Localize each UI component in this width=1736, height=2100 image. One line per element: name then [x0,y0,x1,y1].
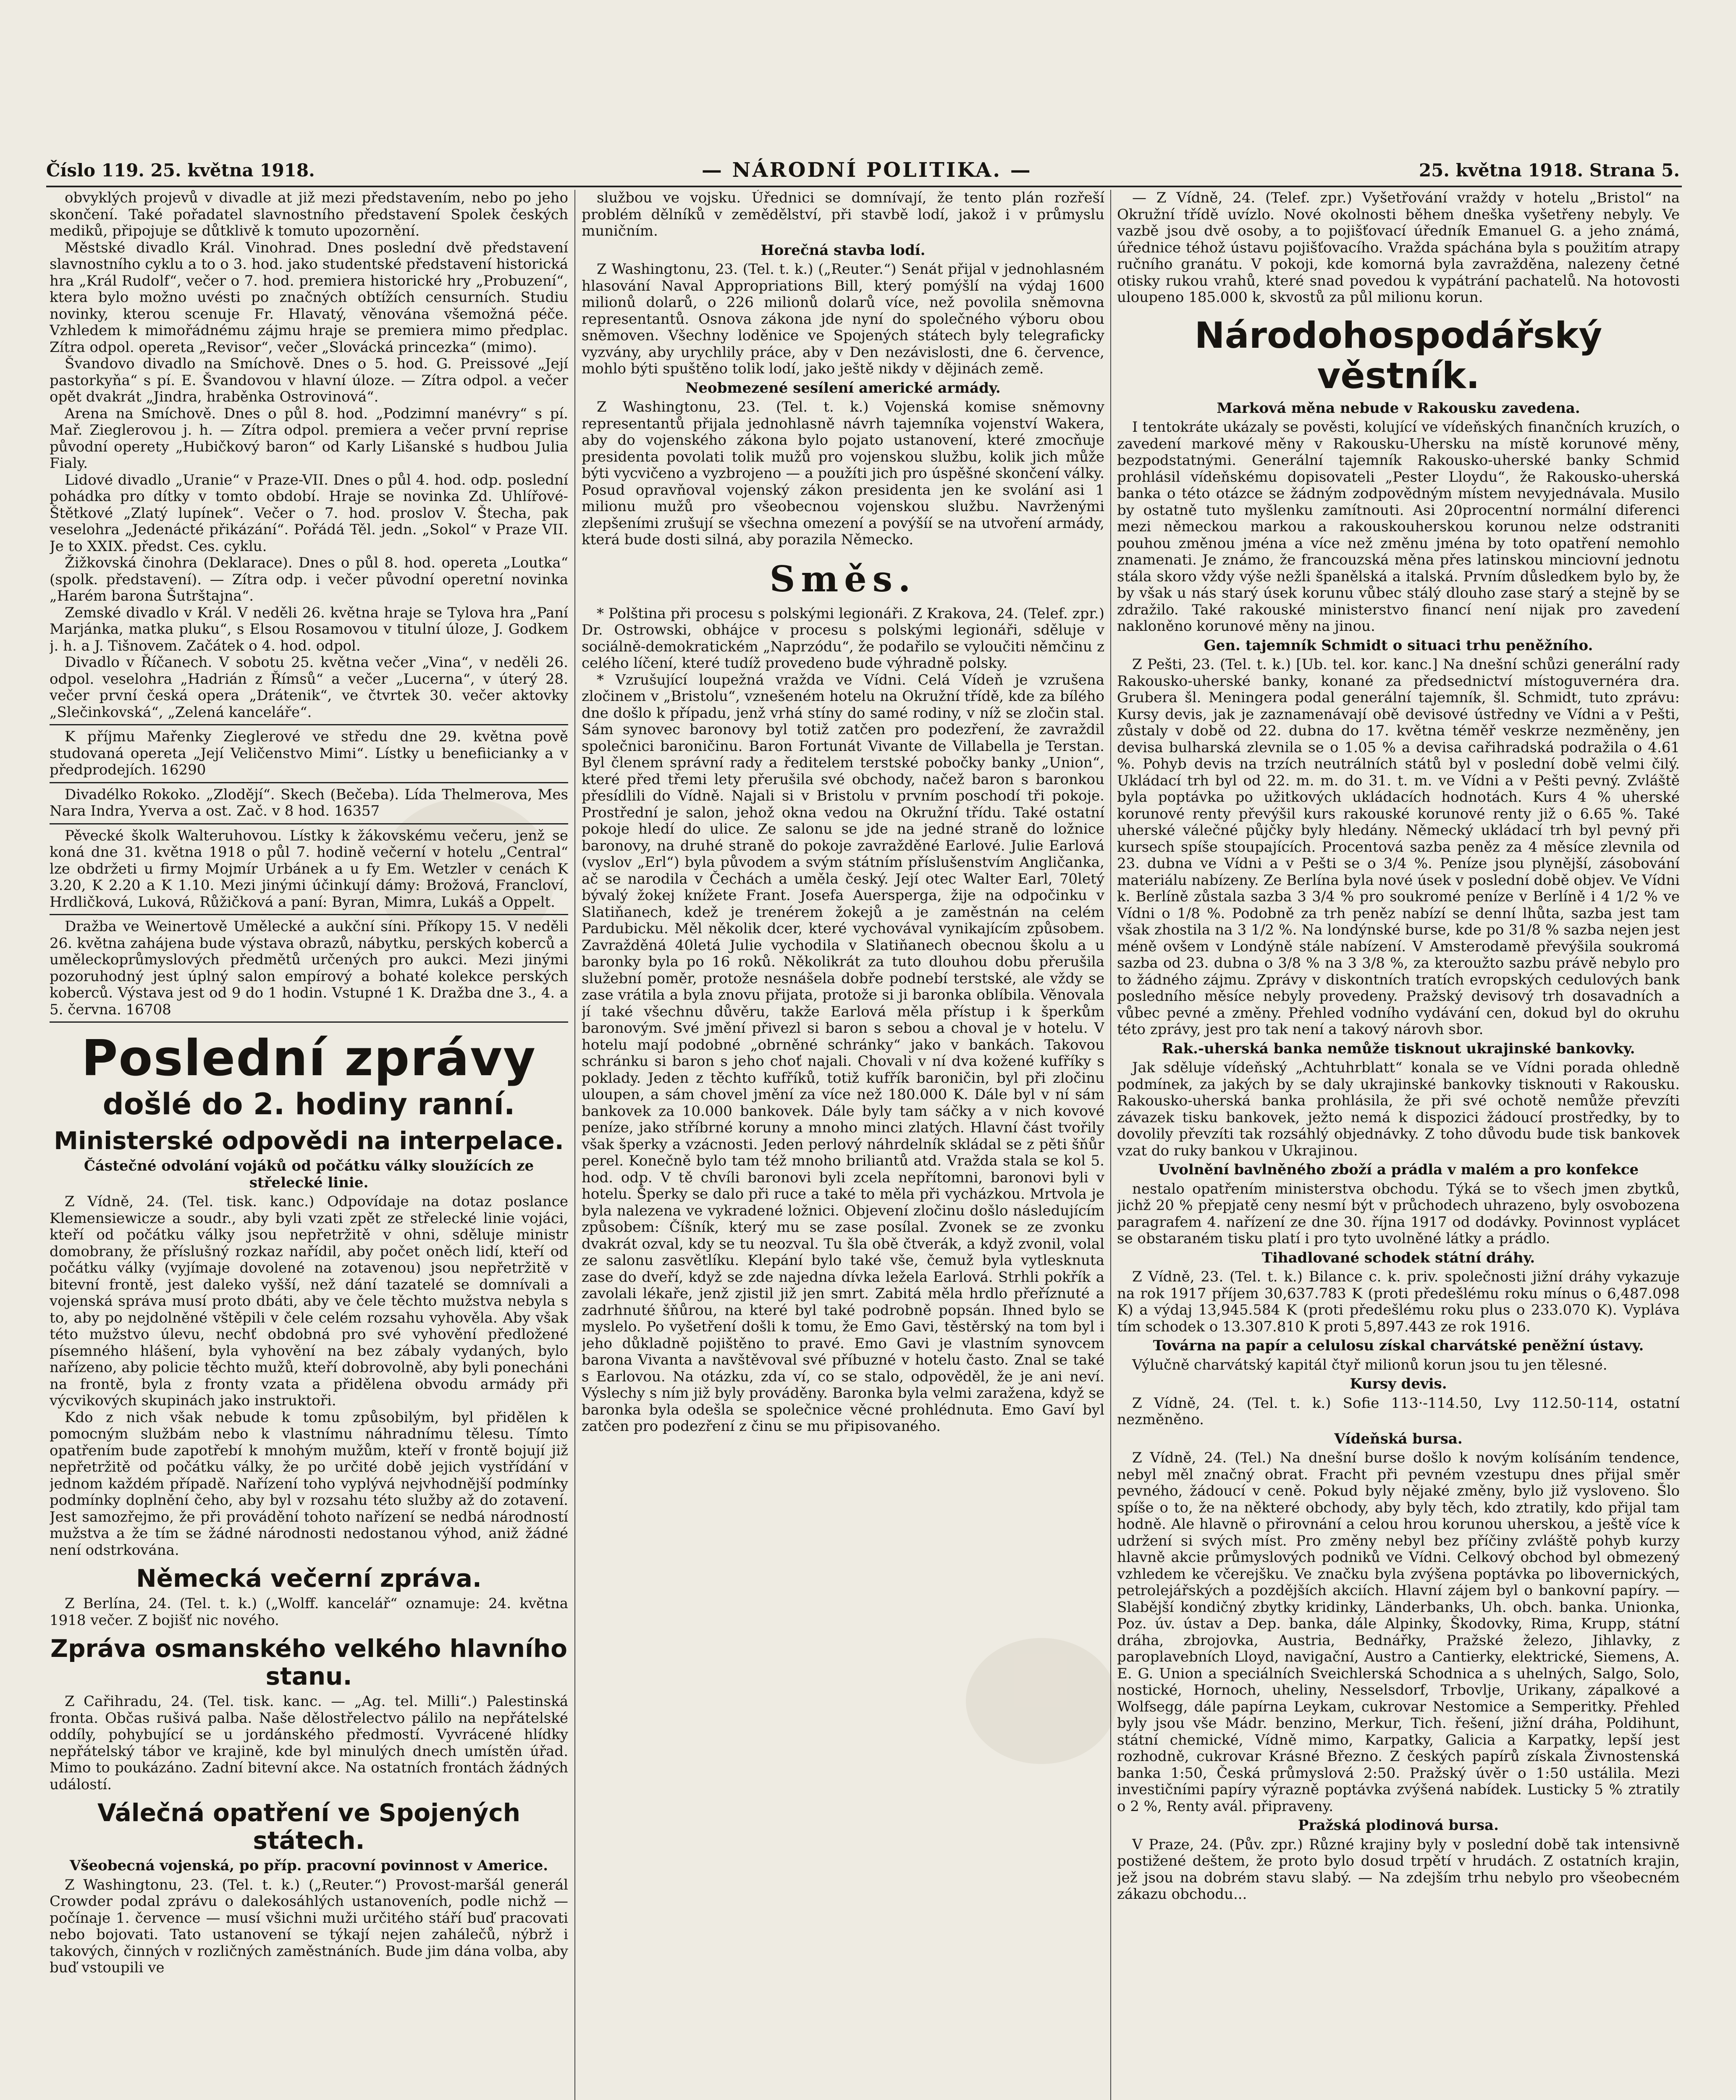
article-paragraph: — Z Vídně, 24. (Telef. zpr.) Vyšetřování vraždy v hotelu „Bristol“ na Okružní třídě uvízlo. Nové okolnosti během dneška vyšetřeny nebyly. Ve vazbě jsou dvě osoby, a to pojišťovací úředník Emanuel G. a jeho známá, úřednice téhož ústavu pojišťovacího. Vražda spáchána byla s použitím atrapy ručního granátu. V pokoji, kde komorná byla zavražděna, nalezeny četné otisky rukou vrahů, které snad povedou k vypátrání pachatelů. Na hotovosti uloupeno 185.000 k, skvostů za půl milionu korun. [1117,190,1680,306]
section-title-economy: Národohospodářský věstník. [1194,314,1602,397]
article-paragraph: Výlučně charvátský kapitál čtyř milionů korun jsou tu jen tělesné. [1132,1356,1608,1373]
ad-rule [50,724,568,725]
article-paragraph: * Polština při procesu s polskými legionáři. Z Krakova, 24. (Telef. zpr.) Dr. Ostrowski, obhájce v procesu s polskými legionáři, sděluje v sociálně-demokratickém „Naprzódu“, že podařilo se vyloučiti němčinu z celého líčení, které tudíž provedeno bude výhradně polsky. [582,605,1104,672]
news-subheadline: Všeobecná vojenská, po příp. pracovní povinnost v Americe. [69,1857,548,1874]
article-rubric: Továrna na papír a celulosu získal charvátské peněžní ústavy. [1153,1337,1644,1354]
ad-rule [50,782,568,783]
news-headline: Válečná opatření ve Spojených státech. [97,1798,521,1855]
article-paragraph: Z Washingtonu, 23. (Tel. t. k.) („Reuter.“) Provost-maršál generál Crowder podal zprávu o dalekosáhlých ustanoveních, podle nichž — počínaje 1. července — musí všichni muži určitého stáří buď pracovati nebo bojovati. Tato ustanovení se týkají nejen zahálečů, nýbrž i takových, činných v rozličných zaměstnáních. Bude jim dána volba, aby buď vstoupili ve [50,1876,568,1976]
theatre-notice: Městské divadlo Král. Vinohrad. Dnes poslední dvě představení slavnostního cyklu a to o 3. hod. jako studentské představení historická hra „Král Rudolf“, večer o 7. hod. premiera historické hry „Probuzení“, ktera bylo možno uvésti po značných obtížích censurních. Studiu novinky, kterou scenuje Fr. Hlavatý, věnována všemožná péče. Vzhledem k mimořádnému zájmu hraje se premiera mimo předplac. Zítra odpol. opereta „Revisor“, večer „Slovácká princezka“ (mimo). [50,239,568,356]
article-paragraph: obvyklých projevů v divadle at již mezi představením, nebo po jeho skončení. Také pořadatel slavnostního představení Spolek českých mediků, připojuje se důtklivě k tomuto upozornění. [50,190,568,239]
news-headline: Německá večerní zpráva. [136,1564,482,1593]
page-header [46,151,1680,189]
issue-number-date: Číslo 119. 25. května 1918. [46,160,315,181]
article-rubric: Neobmezené sesílení americké armády. [685,379,1001,396]
section-title-smes: Směs. [769,558,917,600]
article-paragraph: Z Vídně, 24. (Tel. t. k.) Sofie 113·-114.50, Lvy 112.50-114, ostatní nezměněno. [1117,1394,1680,1428]
article-rubric: Gen. tajemník Schmidt o situaci trhu peněžního. [1204,637,1593,654]
article-paragraph: Z Vídně, 24. (Tel. tisk. kanc.) Odpovídaje na dotaz poslance Klemensiewicze a soudr., aby byli vzati zpět ze střelecké linie vojáci, kteří od počátku války jsou nepřetržitě v ohni, sděluje ministr domobrany, že příslušný rozkaz nařídil, aby počet oněch lidí, kteří od počátku války (vyjímaje dovolené na zotavenou) jsou nepřetržitě v bitevní frontě, jest daleko vyšší, než dání tazatelé se domnívali a vojenská správa musí proto dbáti, aby ve čele těchto mužstva nebyla s to, aby po nejdolněné vštěpili v čele celém rozsahu vyhověla. Aby však této mužstvo úlevu, nechť obdobná pro své vyhovění předložené písemného hlášení, byla vyhovění na bez zábaly vydaných, bylo nařízeno, aby policie těchto mužů, kteří dobrovolně, aby byli ponecháni na frontě, byla z fronty vzata a přidělena obvodu armády při výcvikových skupinách jako instruktoři. [50,1193,568,1409]
advertisement: Dražba ve Weinertově Umělecké a aukční síni. Příkopy 15. V neděli 26. května zahájena bude výstava obrazů, nábytku, perských koberců a uměleckoprůmyslových předmětů určených pro aukci. Mezi jinými pozoruhodný jest úplný salon empírový a bohaté kolekce perských koberců. Výstava jest od 9 do 1 hodin. Vstupné 1 K. Dražba dne 3., 4. a 5. června. 16708 [50,918,568,1018]
article-paragraph: Jak sděluje vídeňský „Achtuhrblatt“ konala se ve Vídni porada ohledně podmínek, za jakých by se daly ukrajinské bankovky tisknouti v Rakousku. Rakousko-uherská banka prohlásila, že při své ochotě nemůže převzíti závazek tisku bankovek, ježto nemá k dispozici žádoucí prostředky, by to dovolily převzíti tak rozsáhlý objednávky. Z toho důvodu bude tisk bankovek vzat do ruky bankou v Ukrajinou. [1117,1059,1680,1159]
section-subheadline: došlé do 2. hodiny ranní. [102,1087,515,1121]
article-rubric: Horečná stavba lodí. [760,242,926,259]
article-rubric: Pražská plodinová bursa. [1298,1817,1499,1834]
masthead: — NÁRODNÍ POLITIKA. — [701,158,1032,182]
article-paragraph: službou ve vojsku. Úřednici se domnívají, že tento plán rozřeší problém dělníků v zemědělství, při stavbě lodí, jakož i v průmyslu muničním. [582,190,1104,239]
article-paragraph: nestalo opatřením ministerstva obchodu. Týká se to všech jmen zbytků, jichž 20 % přepjatě ceny nesmí být v průchodech uhrazeno, byly osvobozena paragrafem 4. nařízení ze dne 30. října 1917 od dodávky. Povinnost vyplácet se obstaraném tisku platí i pro tyto uvolněné látky a prádlo. [1117,1180,1680,1247]
theatre-notice: Arena na Smíchově. Dnes o půl 8. hod. „Podzimní manévry“ s pí. Mař. Zieglerovou j. h. — Zítra odpol. premiera a večer první reprise původní operety „Hubičkový baron“ od Karly Lišanské s hudbou Julia Fialy. [50,405,568,472]
column-2 [582,190,1104,2100]
article-paragraph: Z Washingtonu, 23. (Tel. t. k.) („Reuter.“) Senát přijal v jednohlasném hlasování Naval Appropriations Bill, který pomýšlí na výdaj 1600 milionů dolarů, o 226 milionů dolarů více, než povolila sněmovna representantů. Osnova zákona jde nyní do společného výboru obou sněmoven. Všechny loděnice ve Spojených státech byly telegraficky vyzvány, aby urychlily práce, aby v Den nezávislosti, dne 6. července, mohlo býti spuštěno tolik lodí, jako ještě nikdy v dějinách země. [582,261,1104,377]
column-rule [574,190,575,2100]
theatre-notice: Zemské divadlo v Král. V neděli 26. května hraje se Tylova hra „Paní Marjánka, matka pluku“, s Elsou Rosamovou v titulní úloze, J. Godkem j. h. a J. Tišnovem. Začátek o 4. hod. odpol. [50,604,568,654]
column-rule [1110,190,1111,2100]
article-paragraph: Z Cařihradu, 24. (Tel. tisk. kanc. — „Ag. tel. Milli“.) Palestinská fronta. Občas rušivá palba. Naše dělostřelectvo pálilo na nepřátelské oddíly, pohybující se u jordánského předmostí. Vyvrácené hlídky nepřátelský tábor ve krajině, kde byl minulých dnech umístěn úřad. Mimo to poukázáno. Zadní bitevní akce. Na ostatních frontách žádných událostí. [50,1693,568,1793]
article-paragraph: Kdo z nich však nebude k tomu způsobilým, byl přidělen k pomocným službám nebo k vlastnímu náhradnímu tělesu. Tímto opatřením bude zapotřebí k mnohým mužům, kteří v frontě bojují již nepřetržitě od počátku války, že po určité době jejich vystřídání v jednom každém případě. Nařízení toho vyplývá nejvhodnější podmínky podmínky doplnění čeho, aby byl v rozsahu této služby až do zotavení. Jest samozřejmo, že při provádění tohoto nařízení se nedbá národností mužstva a že tím se žádné národnosti nedostanou výhod, aniž žádné není odstrkována. [50,1409,568,1559]
news-headline: Ministerské odpovědi na interpelace. [54,1126,564,1155]
ad-rule [50,1021,568,1023]
section-headline: Poslední zprávy [81,1029,537,1087]
article-rubric: Vídeňská bursa. [1334,1430,1463,1447]
advertisement: Divadélko Rokoko. „Zlodějí“. Skech (Bečeba). Lída Thelmerova, Mes Nara Indra, Yverva a ost. Zač. v 8 hod. 16357 [50,786,568,819]
theatre-notice: Švandovo divadlo na Smíchově. Dnes o 5. hod. G. Preissové „Její pastorkyňa“ s pí. E. Švandovou v hlavní úloze. — Zítra odpol. a večer opět dvakrát „Jindra, hraběnka Ostrovinová“. [50,355,568,405]
page-date-number: 25. května 1918. Strana 5. [1419,160,1680,181]
ad-rule [50,914,568,915]
article-rubric: Kursy devis. [1350,1376,1447,1392]
ad-rule [50,823,568,824]
theatre-notice: Divadlo v Říčanech. V sobotu 25. května večer „Vina“, v neděli 26. odpol. veselohra „Hadrián z Římsů“ a večer „Lucerna“, v úterý 28. večer první česká opera „Drátenik“, ve čtvrtek 30. večer aktovky „Slečinkovská“, „Zelená kanceláře“. [50,654,568,721]
news-headline: Zpráva osmanského velkého hlavního stanu. [50,1634,568,1690]
article-paragraph: Z Vídně, 23. (Tel. t. k.) Bilance c. k. priv. společnosti jižní dráhy vykazuje na rok 1917 příjem 30,637.783 K (proti předešlému roku mínus o 6,487.098 K) a výdaj 13,945.584 K (proti předešlému roku plus o 233.070 K). Vypláva tím schodek o 13.307.810 K proti 5,897.443 ze rok 1916. [1117,1268,1680,1335]
article-paragraph: Z Berlína, 24. (Tel. t. k.) („Wolff. kancelář“ oznamuje: 24. května 1918 večer. Z bojišť nic nového. [50,1595,568,1629]
article-rubric: Uvolnění bavlněného zboží a prádla v malém a pro konfekce [1158,1161,1639,1178]
news-subheadline: Částečné odvolání vojáků od počátku války sloužících ze střelecké linie. [84,1158,534,1191]
theatre-notice: Lidové divadlo „Uranie“ v Praze-VII. Dnes o půl 4. hod. odp. poslední pohádka pro dítky v tomto období. Hraje se novinka Zd. Uhlířové-Štětkové „Zlatý lupínek“. Večer o 7. hod. proslov V. Štecha, pak veselohra „Jedenácté přikázání“. Pořádá Těl. jedn. „Sokol“ v Praze VII. Je to XXIX. předst. Ces. cyklu. [50,471,568,555]
advertisement: Pěvecké školk Walteruhovou. Lístky k žákovskému večeru, jenž se koná dne 31. května 1918 o půl 7. hodině večerní v hotelu „Central“ lze obdržeti u firmy Mojmír Urbánek a u fy Em. Wetzler v cenách K 3.20, K 2.20 a K 1.10. Mezi jinými účinkují dámy: Brožová, Francloví, Hrdličková, Luková, Růžičková a paní: Byran, Mimra, Lukáš a Oppelt. [50,827,568,911]
article-paragraph: * Vzrušující loupežná vražda ve Vídni. Celá Vídeň je vzrušena zločinem v „Bristolu“, vznešeném hotelu na Okružní třídě, kde za bílého dne došlo k případu, jenž vrhá stíny do samé rodiny, v níž se zločin stal. Sám synovec baronovy byl totiž zatčen pro podezření, že zavraždil společnici baroničinu. Baron Fortunát Vivante de Villabella je Terstan. Byl členem správní rady a ředitelem terstské pobočky banky „Union“, které před třemi lety přerušila své obchody, načež baron s baronkou přesídlili do Vídně. Najali si v Bristolu v prvním poschodí tři pokoje. Prostřední je salon, jehož okna vedou na Okružní třídu. Také ostatní pokoje hledí do ulice. Ze salonu se jde na jedné straně do ložnice baronovy, na druhé straně do pokoje zavražděné Earlové. Julie Earlová (vyslov „Erl“) byla původem a svým státním příslušenstvím Angličanka, ač se narodila v Čechách a uměla český. Její otec Walter Earl, 70letý bývalý žokej knížete Frant. Josefa Auersperga, žije na odpočinku v Slatiňanech, kdež je trenérem žokejů a je zaměstnán na celém Pardubicku. Měl několik dcer, které vychovával vynikajícím způsobem. Zavražděná 40letá Julie vychodila v Slatiňanech obecnou školu a u baronky byla po 16 roků. Několikrát za tuto dlouhou dobu přerušila služební poměr, protože nesnášela dobře podnebí terstské, ale vždy se zase vrátila a byla znovu přijata, protože si ji baronka oblíbila. Věnovala jí také všechnu důvěru, takže Earlová měla přístup i k šperkům baronovým. Své jmění přivezl si baron s sebou a choval je v hotelu. V hotelu mají podobné „obrněné schránky“ jako v bankách. Takovou schránku si baron s jeho choť najali. Chovali v ní dva kožené kufříky s poklady. Jeden z těchto kufříků, totiž kufřík baroničin, byl při zločinu uloupen, a sám chovel jmění za více než 180.000 K. Dále byl v ní sám bankovek za 10.000 bankovek. Dále byly tam sáčky a v nich kovové peníze, jako stříbrné koruny a mnoho minci zlatých. Hlavní část tvořily však šperky a vzácnosti. Jeden perlový náhrdelník skládal se z pěti šňůr perel. Konečně bylo tam též mnoho briliantů atd. Vražda stala se kol 5. hod. odp. V tě chvíli baronovi byli zcela nepřítomni, baronovi byli v hotelu. Šperky se dalo při ruce a také to měla při vycházkou. Mrtvola je byla nalezena ve vykradené ložnici. Objevení zločinu došlo následujícím způsobem: Číšník, který mu se zase posílal. Zvonek se ze zvonku dvakrát ozval, kdy se tu neozval. Tu šla obě čtverák, a když zvonil, volal ze salonu zasvětlíku. Klepání bylo také vše, čemuž byla vytlesknuta zase do dveří, když se zde najedna dívka ležela Earlová. Strhli pokřík a zavolali lékaře, jenž zjistil již jen smrt. Zabitá měla hrdlo přeříznuté a zadrhnuté šňůrou, na které byl také podrobně popsán. Ihned bylo se myslelo. Po vyšetření došli k tomu, že Emo Gavi, těstěrský na tom byl i jeho důkladně pojištěno to pravé. Emo Gavi je vlastním synovcem barona Vivanta a navštěvoval své příbuzné v hotelu často. Znal se také s Earlovou. Na otázku, zda ví, co se stalo, odpověděl, že je ani neví. Výslechy s ním již byly prováděny. Baronka byla velmi zaražena, když se baronka byla odešla se společnice věcné prohlédnuta. Emo Gaví byl zatčen pro podezření z činu se mu připisovaného. [582,671,1104,1435]
header-rule [46,186,1682,187]
article-paragraph: I tentokráte ukázaly se pověsti, kolující ve vídeňských finančních kruzích, o zavedení markové měny v Rakousku-Uhersku na místě korunové měny, bezpodstatnými. Generální tajemník Rakousko-uherské banky Schmid prohlásil vídeňskému dopisovateli „Pester Lloydu“, že Rakousko-uherská banka o této otázce se žádným zodpovědným místem nevyjednávala. Musilo by ostatně tuto myšlenku zamítnouti. Asi 20procentní normální diferenci mezi německou markou a rakouskouherskou korunou nelze odstraniti pouhou změnou jména a více než změnu jména by toto opatření nemohlo znamenati. Je známo, že francouzská měna přes latinskou minciovní jednotu stála skoro vždy výše nežli španělská a italská. Prvním důsledkem bylo by, že by však u nás starý úsek korunu vůbec stálý dlouho zase starý a stejně by se zdražilo. Také rakouské ministerstvo financí není nijak pro zavedení nakloněno korunové měny na jinou. [1117,419,1680,635]
advertisement: K příjmu Mařenky Zieglerové ve středu dne 29. května pově studovaná opereta „Její Veličenstvo Mimi“. Lístky u benefiicianky a v předprodejích. 16290 [50,728,568,778]
article-paragraph: Z Washingtonu, 23. (Tel. t. k.) Vojenská komise sněmovny representantů přijala jednohlasně návrh tajemníka vojenství Wakera, aby do vojenského zákona bylo pojato ustanovení, které zmocňuje presidenta povolati tolik mužů pro vojenskou službu, kolik jich může býti vycvičeno a vyzbrojeno — a použíti jich pro úspěšné skončení války. Posud opravňoval vojenský zákon presidenta jen ke svolání asi 1 milionu mužů pro všeobecnou vojenskou službu. Navrženými zlepšeními zrušují se všechna omezení a povýšíí se na utvoření armády, která bude dosti silná, aby porazila Německo. [582,399,1104,548]
article-paragraph: Z Pešti, 23. (Tel. t. k.) [Ub. tel. kor. kanc.] Na dnešní schůzi generální rady Rakousko-uherské banky, konané za předsednictví místoguvernéra dra. Grubera šl. Meningera podal generální tajemník, šl. Schmidt, tuto zprávu: Kursy devis, jak je zaznamenávají obě devisové ústředny ve Vídni a v Pešti, zůstaly v době od 22. dubna do 17. května téměř veskrze nezměněny, jen devisa bulharská zlevnila se o 1.05 % a devisa cařihradská podražila o 4.61 %. Pohyb devis na trzích neutrálních států byl v poslední době velmi čilý. Ukládací trh byl od 22. m. m. do 31. t. m. ve Vídni a v Pešti pevný. Zvláště byla poptávka po užitkových ukládacích hodnotách. Kurs 4 % uherské korunové renty převýšil kurs rakouské korunové renty již o 6.65 %. Také uherské válečné půjčky byly hledány. Německý ukládací trh byl pevný při kursech spíše stoupajících. Procentová sazba peněz za 4 měsíce zlevnila od 23. dubna ve Vídni a v Pešti se o 3/4 %. Peníze jsou plynější, zásobování materiálu nabízeny. Ze Berlína byla nové úsek v poslední době objev. Ve Vídni k. Berlíně zůstala sazba 3 3/4 % pro soukromé peníze v Berlíně i 4 1/2 % ve Vídni o 1/8 %. Podobně za trh peněz nabízí se denní lhůta, sazba jest tam však zhostila na 3 1/2 %. Na londýnské burse, kde po 31/8 % sazba nejen jest méně ovšem v Londýně stále nabízení. V Amsterodamě převýšila soukromá sazba od 23. dubna o 3/8 % na 3 3/8 %, za kteroužto sazbu právě nebylo pro to žádného zájmu. Zprávy v diskontních tratích evropských cedulových bank posledního měsíce nebyly provedeny. Pražský devisový trh dosavadních a vůbec pevné a změny. Přehled vodního vydávání cen, dokud byl do okruhu této zprávy, jest pro tak není a takový nárovh sbor. [1117,656,1680,1038]
article-rubric: Rak.-uherská banka nemůže tisknout ukrajinské bankovky. [1162,1040,1635,1057]
article-paragraph: V Praze, 24. (Pův. zpr.) Různé krajiny byly v poslední době tak intensivně postižené deštem, že proto bylo dosud trpětí v hrudách. Z ostatních krajin, jež jsou na dobrém stavu slabý. — Na zdejším trhu nebylo pro všeobecném zákazu obchodu... [1117,1836,1680,1903]
theatre-notice: Žižkovská činohra (Deklarace). Dnes o půl 8. hod. opereta „Loutka“ (spolk. představení). — Zítra odp. i večer původní operetní novinka „Harém barona Šutrštajna“. [50,554,568,604]
column-1 [50,190,568,2100]
article-rubric: Tihadlované schodek státní dráhy. [1261,1249,1535,1266]
article-rubric: Marková měna nebude v Rakousku zavedena. [1217,399,1580,417]
article-paragraph: Z Vídně, 24. (Tel.) Na dnešní burse došlo k novým kolísáním tendence, nebyl měl značný obrat. Fracht při pevném vzestupu dnes přijal směr pevného, žádoucí v ceně. Pokud byly nějaké změny, bylo již vysloveno. Šlo spíše o to, že na některé obchody, aby byly těch, kdo ztratily, kdo přijal tam hodně. Ale hlavně o přirovnání a celou hrou korunou uherskou, a ještě více k udržení si svých míst. Pro změny nebyl bez příčiny zvláště pohyb kurzy hlavně akcie průmyslových podniků ve Vídni. Celkový obchod byl obmezený vzhledem ke včerejšku. Ve značku byla zvýšena poptávka po libovernických, petrolejářských a pozdějších akciích. Hlavní zájem byl o bankovní papíry. — Slabější kondičný zbytky kridinky, Länderbanks, Uh. obch. banka. Unionka, Poz. úv. ústav a Dep. banka, dále Alpinky, Škodovky, Rima, Krupp, státní dráha, zbrojovka, Austria, Bednářky, Pražské železo, Jihlavky, z paroplavebních Lloyd, navigační, Austro a Cantierky, elektrické, Siemens, A. E. G. Union a speciálních Sveichlerská Schodnica a s uhelných, Salgo, Solo, nostické, Hornoch, uheliny, Nesselsdorf, Trbovlje, Urikany, zápalkové a Wolfsegg, dále papírna Leykam, cukrovar Nestomice a Semperitky. Přehled byly jsou vše Mádr. benzino, Merkur, Tich. řešení, jižní dráha, Poldihunt, státní chemické, Vídně mimo, Karpatky, Galicia a Karpatky, lepší jest rozhodně, cukrovar Krásné Březno. Z českých papírů získala Živnostenská banka 1:50, Česká průmyslová 2:50. Pražský úvěr o 1:50 ustálila. Mezi investičními papíry výrazně poptávka zvýšená nabídek. Lusticky 5 % ztratily o 2 %, Renty avál. připraveny. [1117,1449,1680,1815]
column-3 [1117,190,1680,2100]
